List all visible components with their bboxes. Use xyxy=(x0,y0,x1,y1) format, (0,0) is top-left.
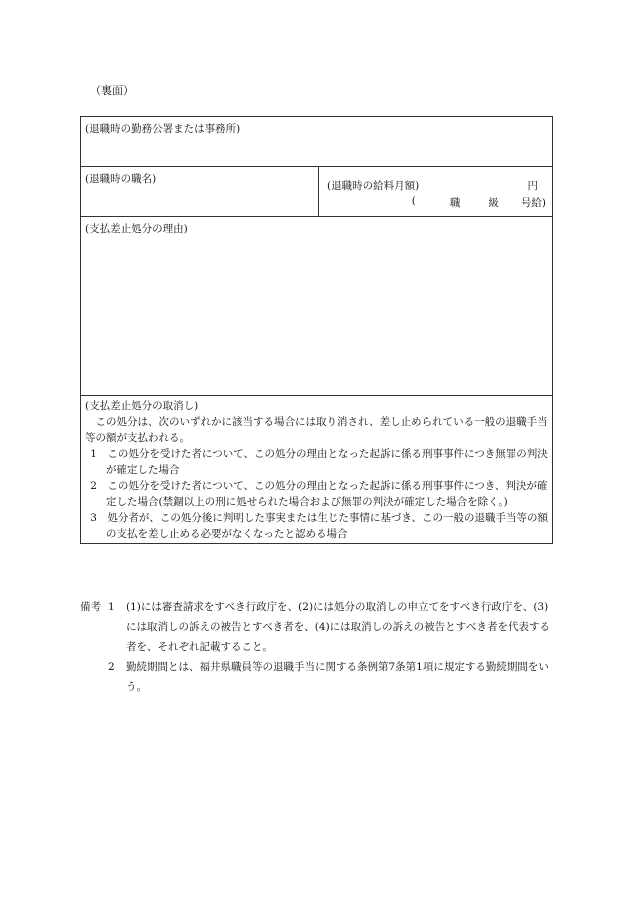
note-text-2: 勤続期間とは、福井県職員等の退職手当に関する条例第7条第1項に規定する勤続期間をいう。 xyxy=(126,661,549,693)
step-label: 号給) xyxy=(520,197,547,209)
cancellation-cell xyxy=(81,396,553,544)
note-number-1: 1 xyxy=(108,601,115,613)
cancellation-item-3: 3 処分者が、この処分後に判明した事実または生じた事情に基づき、この一般の退職手当等の額の支払を差し止める必要がなくなったと認める場合 xyxy=(90,512,549,540)
cancellation-item-1: 1 この処分を受けた者について、この処分の理由となった起訴に係る刑事事件につき無罪の判決が確定した場合 xyxy=(90,448,548,476)
office-label: (退職時の勤務公署または事務所) xyxy=(85,123,241,135)
position-label: (退職時の職名) xyxy=(85,173,157,185)
notes-section xyxy=(80,597,552,697)
suspension-form-table xyxy=(80,116,553,544)
class-label: 級 xyxy=(488,197,499,209)
salary-label: (退職時の給料月額) xyxy=(327,180,420,192)
reason-cell xyxy=(81,217,553,396)
note-number-2: 2 xyxy=(108,661,115,673)
cancellation-item-2: 2 この処分を受けた者について、この処分の理由となった起訴に係る刑事事件につき、判決が確定した場合(禁錮以上の刑に処せられた場合および無罪の判決が確定した場合を除く。) xyxy=(90,480,548,508)
position-cell xyxy=(81,167,319,217)
note-text-1: (1)には審査請求をすべき行政庁を、(2)には処分の取消しの申立てをすべき行政庁を、(3)には取消しの訴えの被告とすべき者を、(4)には取消しの訴えの被告とすべき者を代表する者を、それぞれ記載すること。 xyxy=(126,601,550,653)
salary-cell xyxy=(319,167,553,217)
office-cell xyxy=(81,117,553,167)
reason-label: (支払差止処分の理由) xyxy=(85,223,188,235)
cancellation-intro: この処分は、次のいずれかに該当する場合には取り消され、差し止められている一般の退職手当等の額が支払われる。 xyxy=(85,416,548,444)
salary-unit: 円 xyxy=(527,180,539,192)
reverse-side-label: （裏面） xyxy=(90,84,134,97)
grade-label: 職 xyxy=(449,197,461,209)
cancellation-label: (支払差止処分の取消し) xyxy=(85,400,199,412)
notes-heading: 備考 xyxy=(80,601,101,613)
grade-open-paren: ( xyxy=(411,195,416,207)
